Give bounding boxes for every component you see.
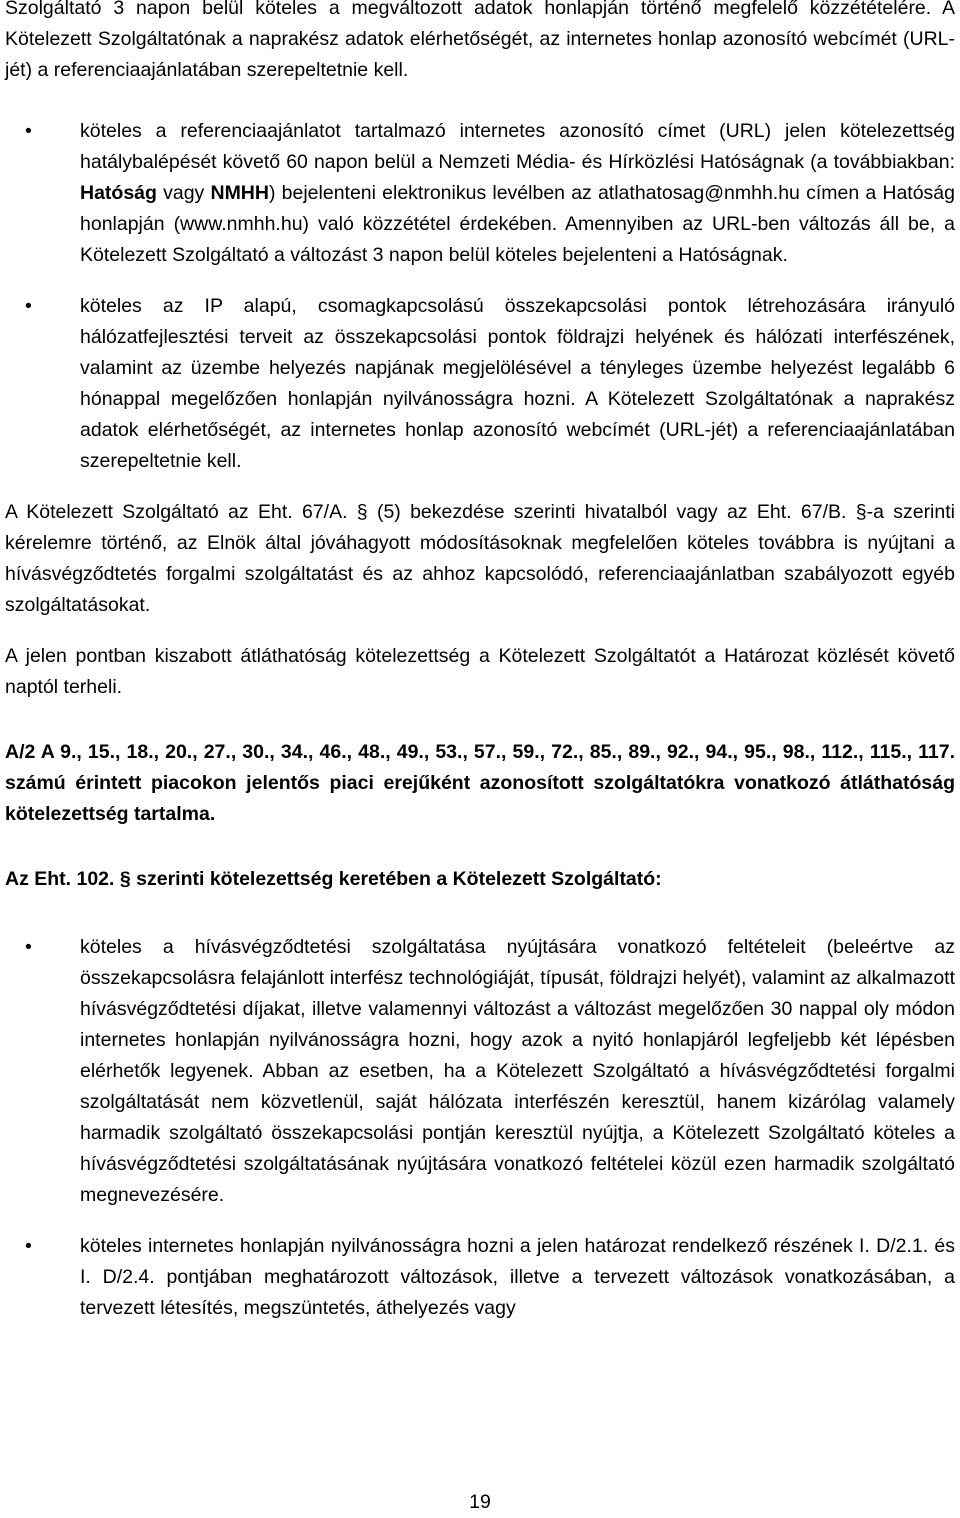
- obligations-list-1: [5, 116, 955, 477]
- list-item: • köteles internetes honlapján nyilvánosságra hozni a jelen határozat rendelkező részének I. D/2.1. és I. D/2.4. pontjában meghatározott változások, illetve a tervezett változások vonatkozásában, a tervezett létesítés, megszüntetés, áthelyezés vagy: [5, 1231, 955, 1324]
- burden-paragraph: A jelen pontban kiszabott átláthatóság kötelezettség a Kötelezett Szolgáltatót a Határozat közlését követő naptól terheli.: [5, 645, 955, 698]
- markets-heading: A/2 A 9., 15., 18., 20., 27., 30., 34., 46., 48., 49., 53., 57., 59., 72., 85., 89., 92., 94., 95., 98., 112., 115., 117. számú érintett piacokon jelentős piaci erejűként azonosított szolgáltatókra vonatkozó átláthatóság kötelezettség tartalma.: [5, 741, 955, 825]
- obligations-list-2: [5, 932, 955, 1324]
- bold-term-hatosag: Hatóság: [80, 182, 157, 204]
- obligation-paragraph: A Kötelezett Szolgáltató az Eht. 67/A. § (5) bekezdése szerinti hivatalból vagy az Eht. 67/B. §-a szerinti kérelemre történő, az Elnök által jóváhagyott módosításoknak megfelelően köteles továbbra is nyújtani a hívásvégződtetés forgalmi szolgáltatást és az ahhoz kapcsolódó, referenciaajánlatban szabályozott egyéb szolgáltatásokat.: [5, 501, 955, 616]
- list-item: [5, 116, 955, 271]
- bold-term-nmhh: NMHH: [210, 182, 269, 204]
- page-number: 19: [469, 1491, 491, 1513]
- list-item-text-part: ) bejelenteni elektronikus levélben az atlathatosag@nmhh.hu címen a Hatóság honlapján (www.nmhh.hu) való közzététel érdekében. Amennyiben az URL-ben változás áll be, a Kötelezett Szolgáltató a változást 3 napon belül köteles bejelenteni a Hatóságnak.: [80, 182, 955, 266]
- intro-continuation-paragraph: Szolgáltató 3 napon belül köteles a megváltozott adatok honlapján történő megfelelő közzétételére. A Kötelezett Szolgáltatónak a naprakész adatok elérhetőségét, az internetes honlap azonosító webcímét (URL-jét) a referenciaajánlatában szerepeltetnie kell.: [5, 0, 955, 81]
- document-page: [5, 0, 955, 1324]
- list-item: • köteles az IP alapú, csomagkapcsolású összekapcsolási pontok létrehozására irányuló hálózatfejlesztési terveit az összekapcsolási pontok földrajzi helyének és hálózati interfészének, valamint az üzembe helyezés napjának megjelölésével a tényleges üzembe helyezést legalább 6 hónappal megelőzően honlapján nyilvánosságra hozni. A Kötelezett Szolgáltatónak a naprakész adatok elérhetőségét, az internetes honlap azonosító webcímét (URL-jét) a referenciaajánlatában szerepeltetnie kell.: [5, 291, 955, 477]
- list-item: • köteles a hívásvégződtetési szolgáltatása nyújtására vonatkozó feltételeit (beleértve az összekapcsolásra felajánlott interfész technológiáját, típusát, földrajzi helyét), valamint az alkalmazott hívásvégződtetési díjakat, illetve valamennyi változást a változást megelőzően 30 nappal oly módon internetes honlapján nyilvánosságra hozni, hogy azok a nyitó honlapjáról legfeljebb két lépésben elérhetők legyenek. Abban az esetben, ha a Kötelezett Szolgáltató a hívásvégződtetési forgalmi szolgáltatását nem közvetlenül, saját hálózata interfészén keresztül, hanem kizárólag valamely harmadik szolgáltató összekapcsolási pontján keresztül nyújtja, a Kötelezett Szolgáltató köteles a hívásvégződtetési szolgáltatásának nyújtására vonatkozó feltételei közül ezen harmadik szolgáltató megnevezésére.: [5, 932, 955, 1211]
- eht-heading: Az Eht. 102. § szerinti kötelezettség keretében a Kötelezett Szolgáltató:: [5, 868, 662, 890]
- list-item-text-part: köteles a referenciaajánlatot tartalmazó internetes azonosító címet (URL) jelen kötelezettség hatálybalépését követő 60 napon belül a Nemzeti Média- és Hírközlési Hatóságnak (a továbbiakban:: [80, 120, 955, 173]
- list-item-text-part: vagy: [156, 182, 211, 204]
